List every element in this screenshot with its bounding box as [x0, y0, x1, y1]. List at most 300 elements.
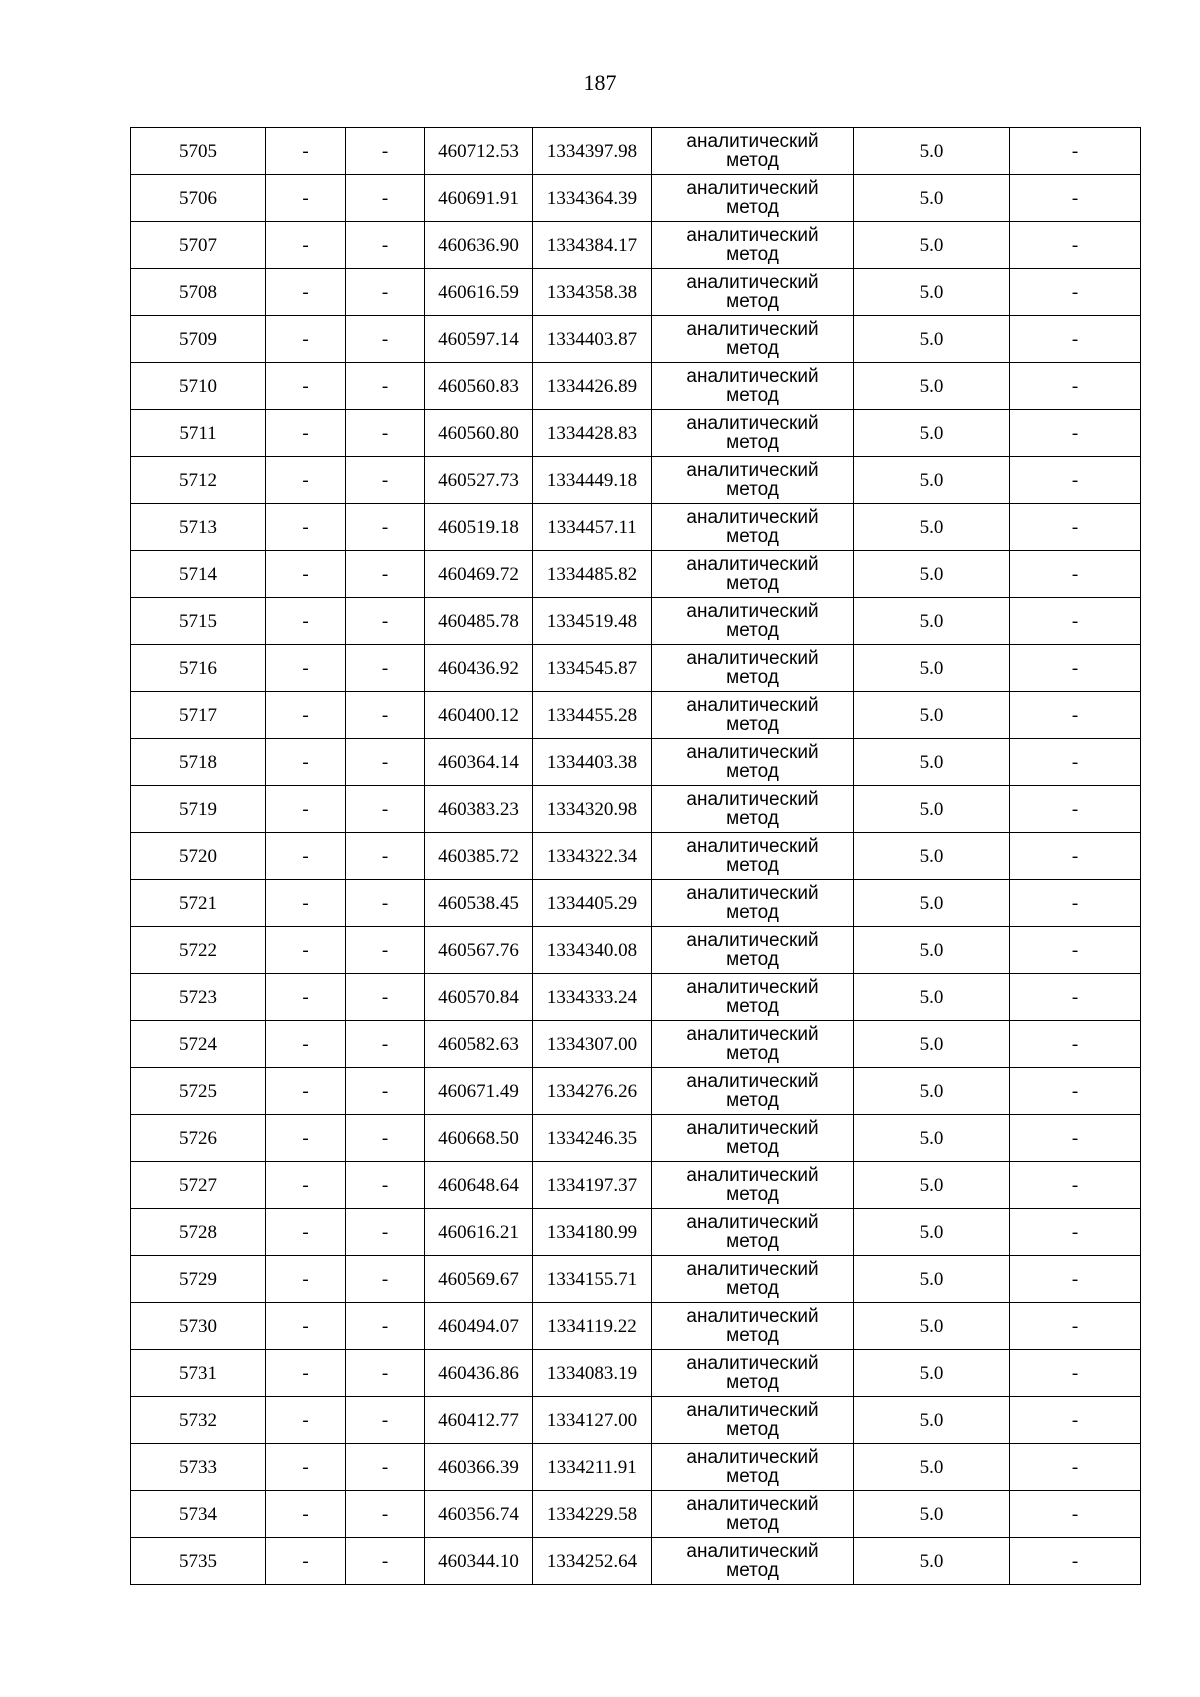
x-coordinate-cell: 460560.80 — [425, 410, 533, 457]
table-row — [131, 833, 1141, 880]
accuracy-cell: 5.0 — [854, 880, 1010, 927]
empty-cell-b: - — [346, 269, 425, 316]
method-cell — [652, 551, 854, 598]
method-cell — [652, 128, 854, 175]
x-coordinate-cell: 460344.10 — [425, 1538, 533, 1585]
y-coordinate-cell: 1334340.08 — [533, 927, 652, 974]
empty-cell-a: - — [266, 1397, 346, 1444]
y-coordinate-cell: 1334428.83 — [533, 410, 652, 457]
method-cell — [652, 1397, 854, 1444]
method-line-1: аналитический — [686, 1165, 819, 1186]
note-cell: - — [1010, 1256, 1141, 1303]
empty-cell-b: - — [346, 551, 425, 598]
note-cell: - — [1010, 128, 1141, 175]
x-coordinate-cell: 460538.45 — [425, 880, 533, 927]
table-row — [131, 128, 1141, 175]
method-line-2: метод — [726, 620, 779, 641]
point-number-cell: 5719 — [131, 786, 266, 833]
note-cell: - — [1010, 739, 1141, 786]
empty-cell-a: - — [266, 128, 346, 175]
method-cell — [652, 410, 854, 457]
x-coordinate-cell: 460712.53 — [425, 128, 533, 175]
point-number-cell: 5717 — [131, 692, 266, 739]
note-cell: - — [1010, 1209, 1141, 1256]
table-row — [131, 1021, 1141, 1068]
empty-cell-a: - — [266, 222, 346, 269]
point-number-cell: 5715 — [131, 598, 266, 645]
x-coordinate-cell: 460494.07 — [425, 1303, 533, 1350]
empty-cell-b: - — [346, 1397, 425, 1444]
point-number-cell: 5725 — [131, 1068, 266, 1115]
table-row — [131, 457, 1141, 504]
empty-cell-b: - — [346, 786, 425, 833]
accuracy-cell: 5.0 — [854, 1162, 1010, 1209]
point-number-cell: 5706 — [131, 175, 266, 222]
x-coordinate-cell: 460616.21 — [425, 1209, 533, 1256]
method-line-2: метод — [726, 667, 779, 688]
empty-cell-a: - — [266, 1115, 346, 1162]
method-line-1: аналитический — [686, 930, 819, 951]
accuracy-cell: 5.0 — [854, 222, 1010, 269]
empty-cell-a: - — [266, 175, 346, 222]
empty-cell-a: - — [266, 457, 346, 504]
method-line-2: метод — [726, 526, 779, 547]
x-coordinate-cell: 460636.90 — [425, 222, 533, 269]
x-coordinate-cell: 460560.83 — [425, 363, 533, 410]
y-coordinate-cell: 1334180.99 — [533, 1209, 652, 1256]
x-coordinate-cell: 460569.67 — [425, 1256, 533, 1303]
y-coordinate-cell: 1334358.38 — [533, 269, 652, 316]
accuracy-cell: 5.0 — [854, 1491, 1010, 1538]
point-number-cell: 5731 — [131, 1350, 266, 1397]
method-cell — [652, 1115, 854, 1162]
accuracy-cell: 5.0 — [854, 175, 1010, 222]
empty-cell-a: - — [266, 1068, 346, 1115]
method-cell — [652, 1209, 854, 1256]
method-cell — [652, 739, 854, 786]
accuracy-cell: 5.0 — [854, 551, 1010, 598]
table-row — [131, 410, 1141, 457]
method-line-1: аналитический — [686, 225, 819, 246]
point-number-cell: 5729 — [131, 1256, 266, 1303]
method-line-1: аналитический — [686, 1494, 819, 1515]
accuracy-cell: 5.0 — [854, 410, 1010, 457]
method-cell — [652, 457, 854, 504]
accuracy-cell: 5.0 — [854, 128, 1010, 175]
x-coordinate-cell: 460436.86 — [425, 1350, 533, 1397]
accuracy-cell: 5.0 — [854, 786, 1010, 833]
x-coordinate-cell: 460527.73 — [425, 457, 533, 504]
empty-cell-b: - — [346, 1350, 425, 1397]
table-row — [131, 1444, 1141, 1491]
method-line-1: аналитический — [686, 742, 819, 763]
method-cell — [652, 1491, 854, 1538]
method-line-1: аналитический — [686, 1353, 819, 1374]
point-number-cell: 5708 — [131, 269, 266, 316]
empty-cell-b: - — [346, 645, 425, 692]
note-cell: - — [1010, 1397, 1141, 1444]
accuracy-cell: 5.0 — [854, 1397, 1010, 1444]
method-line-2: метод — [726, 1043, 779, 1064]
method-cell — [652, 1068, 854, 1115]
point-number-cell: 5711 — [131, 410, 266, 457]
empty-cell-b: - — [346, 457, 425, 504]
note-cell: - — [1010, 692, 1141, 739]
method-line-1: аналитический — [686, 1071, 819, 1092]
point-number-cell: 5733 — [131, 1444, 266, 1491]
table-row — [131, 269, 1141, 316]
accuracy-cell: 5.0 — [854, 833, 1010, 880]
method-line-2: метод — [726, 1419, 779, 1440]
x-coordinate-cell: 460582.63 — [425, 1021, 533, 1068]
point-number-cell: 5709 — [131, 316, 266, 363]
point-number-cell: 5721 — [131, 880, 266, 927]
y-coordinate-cell: 1334384.17 — [533, 222, 652, 269]
method-line-1: аналитический — [686, 460, 819, 481]
note-cell: - — [1010, 927, 1141, 974]
note-cell: - — [1010, 880, 1141, 927]
method-line-2: метод — [726, 1513, 779, 1534]
empty-cell-a: - — [266, 974, 346, 1021]
point-number-cell: 5710 — [131, 363, 266, 410]
table-row — [131, 316, 1141, 363]
x-coordinate-cell: 460570.84 — [425, 974, 533, 1021]
empty-cell-b: - — [346, 1444, 425, 1491]
method-line-2: метод — [726, 432, 779, 453]
method-line-1: аналитический — [686, 648, 819, 669]
y-coordinate-cell: 1334397.98 — [533, 128, 652, 175]
note-cell: - — [1010, 1303, 1141, 1350]
empty-cell-a: - — [266, 927, 346, 974]
note-cell: - — [1010, 504, 1141, 551]
accuracy-cell: 5.0 — [854, 645, 1010, 692]
method-line-1: аналитический — [686, 507, 819, 528]
note-cell: - — [1010, 974, 1141, 1021]
note-cell: - — [1010, 1115, 1141, 1162]
method-line-1: аналитический — [686, 789, 819, 810]
empty-cell-a: - — [266, 833, 346, 880]
y-coordinate-cell: 1334197.37 — [533, 1162, 652, 1209]
y-coordinate-cell: 1334485.82 — [533, 551, 652, 598]
empty-cell-b: - — [346, 1538, 425, 1585]
method-cell — [652, 1162, 854, 1209]
table-row — [131, 1491, 1141, 1538]
note-cell: - — [1010, 1021, 1141, 1068]
method-cell — [652, 363, 854, 410]
method-line-2: метод — [726, 479, 779, 500]
method-line-2: метод — [726, 714, 779, 735]
method-line-2: метод — [726, 855, 779, 876]
method-line-2: метод — [726, 573, 779, 594]
y-coordinate-cell: 1334455.28 — [533, 692, 652, 739]
point-number-cell: 5734 — [131, 1491, 266, 1538]
method-cell — [652, 1256, 854, 1303]
coordinates-table — [130, 127, 1141, 1585]
method-cell — [652, 598, 854, 645]
empty-cell-a: - — [266, 1491, 346, 1538]
y-coordinate-cell: 1334246.35 — [533, 1115, 652, 1162]
point-number-cell: 5732 — [131, 1397, 266, 1444]
x-coordinate-cell: 460519.18 — [425, 504, 533, 551]
empty-cell-b: - — [346, 1068, 425, 1115]
table-row — [131, 927, 1141, 974]
method-line-2: метод — [726, 996, 779, 1017]
method-cell — [652, 1538, 854, 1585]
y-coordinate-cell: 1334083.19 — [533, 1350, 652, 1397]
method-cell — [652, 833, 854, 880]
note-cell: - — [1010, 1538, 1141, 1585]
empty-cell-a: - — [266, 1162, 346, 1209]
x-coordinate-cell: 460469.72 — [425, 551, 533, 598]
empty-cell-b: - — [346, 363, 425, 410]
empty-cell-b: - — [346, 1021, 425, 1068]
table-row — [131, 1115, 1141, 1162]
method-line-2: метод — [726, 1137, 779, 1158]
table-row — [131, 222, 1141, 269]
method-line-1: аналитический — [686, 319, 819, 340]
table-row — [131, 504, 1141, 551]
empty-cell-a: - — [266, 363, 346, 410]
y-coordinate-cell: 1334426.89 — [533, 363, 652, 410]
table-row — [131, 1538, 1141, 1585]
empty-cell-a: - — [266, 504, 346, 551]
point-number-cell: 5735 — [131, 1538, 266, 1585]
accuracy-cell: 5.0 — [854, 363, 1010, 410]
method-cell — [652, 1444, 854, 1491]
method-cell — [652, 504, 854, 551]
accuracy-cell: 5.0 — [854, 269, 1010, 316]
x-coordinate-cell: 460436.92 — [425, 645, 533, 692]
method-line-1: аналитический — [686, 1541, 819, 1562]
table-row — [131, 645, 1141, 692]
point-number-cell: 5707 — [131, 222, 266, 269]
x-coordinate-cell: 460567.76 — [425, 927, 533, 974]
table-row — [131, 880, 1141, 927]
point-number-cell: 5713 — [131, 504, 266, 551]
x-coordinate-cell: 460412.77 — [425, 1397, 533, 1444]
y-coordinate-cell: 1334403.38 — [533, 739, 652, 786]
note-cell: - — [1010, 551, 1141, 598]
point-number-cell: 5718 — [131, 739, 266, 786]
method-cell — [652, 974, 854, 1021]
note-cell: - — [1010, 645, 1141, 692]
y-coordinate-cell: 1334519.48 — [533, 598, 652, 645]
method-line-2: метод — [726, 1372, 779, 1393]
table-row — [131, 1303, 1141, 1350]
method-line-1: аналитический — [686, 883, 819, 904]
empty-cell-b: - — [346, 222, 425, 269]
empty-cell-b: - — [346, 175, 425, 222]
y-coordinate-cell: 1334211.91 — [533, 1444, 652, 1491]
empty-cell-a: - — [266, 645, 346, 692]
empty-cell-a: - — [266, 786, 346, 833]
empty-cell-a: - — [266, 692, 346, 739]
y-coordinate-cell: 1334276.26 — [533, 1068, 652, 1115]
point-number-cell: 5730 — [131, 1303, 266, 1350]
note-cell: - — [1010, 222, 1141, 269]
note-cell: - — [1010, 598, 1141, 645]
note-cell: - — [1010, 457, 1141, 504]
x-coordinate-cell: 460385.72 — [425, 833, 533, 880]
method-cell — [652, 1350, 854, 1397]
empty-cell-a: - — [266, 739, 346, 786]
table-row — [131, 1350, 1141, 1397]
empty-cell-a: - — [266, 410, 346, 457]
empty-cell-b: - — [346, 692, 425, 739]
point-number-cell: 5716 — [131, 645, 266, 692]
empty-cell-a: - — [266, 1350, 346, 1397]
y-coordinate-cell: 1334405.29 — [533, 880, 652, 927]
y-coordinate-cell: 1334364.39 — [533, 175, 652, 222]
empty-cell-a: - — [266, 316, 346, 363]
empty-cell-b: - — [346, 974, 425, 1021]
table-row — [131, 1397, 1141, 1444]
empty-cell-b: - — [346, 128, 425, 175]
empty-cell-a: - — [266, 1538, 346, 1585]
method-cell — [652, 175, 854, 222]
accuracy-cell: 5.0 — [854, 457, 1010, 504]
y-coordinate-cell: 1334449.18 — [533, 457, 652, 504]
point-number-cell: 5720 — [131, 833, 266, 880]
method-cell — [652, 880, 854, 927]
point-number-cell: 5722 — [131, 927, 266, 974]
table-row — [131, 739, 1141, 786]
method-line-1: аналитический — [686, 977, 819, 998]
y-coordinate-cell: 1334333.24 — [533, 974, 652, 1021]
point-number-cell: 5723 — [131, 974, 266, 1021]
x-coordinate-cell: 460648.64 — [425, 1162, 533, 1209]
table-row — [131, 1256, 1141, 1303]
empty-cell-b: - — [346, 1115, 425, 1162]
table-row — [131, 692, 1141, 739]
point-number-cell: 5712 — [131, 457, 266, 504]
note-cell: - — [1010, 1350, 1141, 1397]
accuracy-cell: 5.0 — [854, 1538, 1010, 1585]
method-line-1: аналитический — [686, 1118, 819, 1139]
empty-cell-b: - — [346, 1491, 425, 1538]
x-coordinate-cell: 460356.74 — [425, 1491, 533, 1538]
y-coordinate-cell: 1334119.22 — [533, 1303, 652, 1350]
accuracy-cell: 5.0 — [854, 1444, 1010, 1491]
table-row — [131, 363, 1141, 410]
accuracy-cell: 5.0 — [854, 692, 1010, 739]
method-line-2: метод — [726, 1184, 779, 1205]
method-line-2: метод — [726, 902, 779, 923]
method-line-2: метод — [726, 291, 779, 312]
accuracy-cell: 5.0 — [854, 598, 1010, 645]
accuracy-cell: 5.0 — [854, 504, 1010, 551]
table-row — [131, 1068, 1141, 1115]
method-line-1: аналитический — [686, 1447, 819, 1468]
y-coordinate-cell: 1334322.34 — [533, 833, 652, 880]
method-line-2: метод — [726, 761, 779, 782]
method-line-2: метод — [726, 808, 779, 829]
accuracy-cell: 5.0 — [854, 1021, 1010, 1068]
method-cell — [652, 1303, 854, 1350]
accuracy-cell: 5.0 — [854, 1256, 1010, 1303]
accuracy-cell: 5.0 — [854, 739, 1010, 786]
empty-cell-b: - — [346, 1256, 425, 1303]
accuracy-cell: 5.0 — [854, 1350, 1010, 1397]
empty-cell-b: - — [346, 1162, 425, 1209]
y-coordinate-cell: 1334229.58 — [533, 1491, 652, 1538]
y-coordinate-cell: 1334457.11 — [533, 504, 652, 551]
empty-cell-b: - — [346, 410, 425, 457]
method-cell — [652, 1021, 854, 1068]
empty-cell-b: - — [346, 833, 425, 880]
table-row — [131, 175, 1141, 222]
x-coordinate-cell: 460597.14 — [425, 316, 533, 363]
method-line-1: аналитический — [686, 1259, 819, 1280]
y-coordinate-cell: 1334155.71 — [533, 1256, 652, 1303]
empty-cell-a: - — [266, 880, 346, 927]
point-number-cell: 5726 — [131, 1115, 266, 1162]
x-coordinate-cell: 460400.12 — [425, 692, 533, 739]
y-coordinate-cell: 1334320.98 — [533, 786, 652, 833]
note-cell: - — [1010, 410, 1141, 457]
empty-cell-b: - — [346, 504, 425, 551]
method-line-1: аналитический — [686, 836, 819, 857]
point-number-cell: 5714 — [131, 551, 266, 598]
method-line-2: метод — [726, 1090, 779, 1111]
x-coordinate-cell: 460616.59 — [425, 269, 533, 316]
accuracy-cell: 5.0 — [854, 927, 1010, 974]
note-cell: - — [1010, 269, 1141, 316]
y-coordinate-cell: 1334545.87 — [533, 645, 652, 692]
empty-cell-a: - — [266, 1444, 346, 1491]
note-cell: - — [1010, 833, 1141, 880]
method-line-1: аналитический — [686, 272, 819, 293]
empty-cell-a: - — [266, 598, 346, 645]
method-line-2: метод — [726, 150, 779, 171]
method-line-1: аналитический — [686, 1306, 819, 1327]
point-number-cell: 5727 — [131, 1162, 266, 1209]
empty-cell-a: - — [266, 1021, 346, 1068]
note-cell: - — [1010, 175, 1141, 222]
accuracy-cell: 5.0 — [854, 974, 1010, 1021]
accuracy-cell: 5.0 — [854, 1209, 1010, 1256]
accuracy-cell: 5.0 — [854, 1068, 1010, 1115]
x-coordinate-cell: 460383.23 — [425, 786, 533, 833]
method-cell — [652, 645, 854, 692]
note-cell: - — [1010, 1444, 1141, 1491]
empty-cell-a: - — [266, 1209, 346, 1256]
note-cell: - — [1010, 363, 1141, 410]
method-line-1: аналитический — [686, 1400, 819, 1421]
empty-cell-a: - — [266, 551, 346, 598]
method-line-1: аналитический — [686, 413, 819, 434]
y-coordinate-cell: 1334403.87 — [533, 316, 652, 363]
note-cell: - — [1010, 1068, 1141, 1115]
x-coordinate-cell: 460691.91 — [425, 175, 533, 222]
note-cell: - — [1010, 1162, 1141, 1209]
method-cell — [652, 927, 854, 974]
method-cell — [652, 269, 854, 316]
empty-cell-b: - — [346, 1209, 425, 1256]
method-line-2: метод — [726, 197, 779, 218]
y-coordinate-cell: 1334307.00 — [533, 1021, 652, 1068]
note-cell: - — [1010, 316, 1141, 363]
method-line-1: аналитический — [686, 601, 819, 622]
table-row — [131, 974, 1141, 1021]
x-coordinate-cell: 460364.14 — [425, 739, 533, 786]
method-line-2: метод — [726, 385, 779, 406]
table-row — [131, 551, 1141, 598]
table-row — [131, 1209, 1141, 1256]
y-coordinate-cell: 1334127.00 — [533, 1397, 652, 1444]
accuracy-cell: 5.0 — [854, 1303, 1010, 1350]
method-line-1: аналитический — [686, 1024, 819, 1045]
